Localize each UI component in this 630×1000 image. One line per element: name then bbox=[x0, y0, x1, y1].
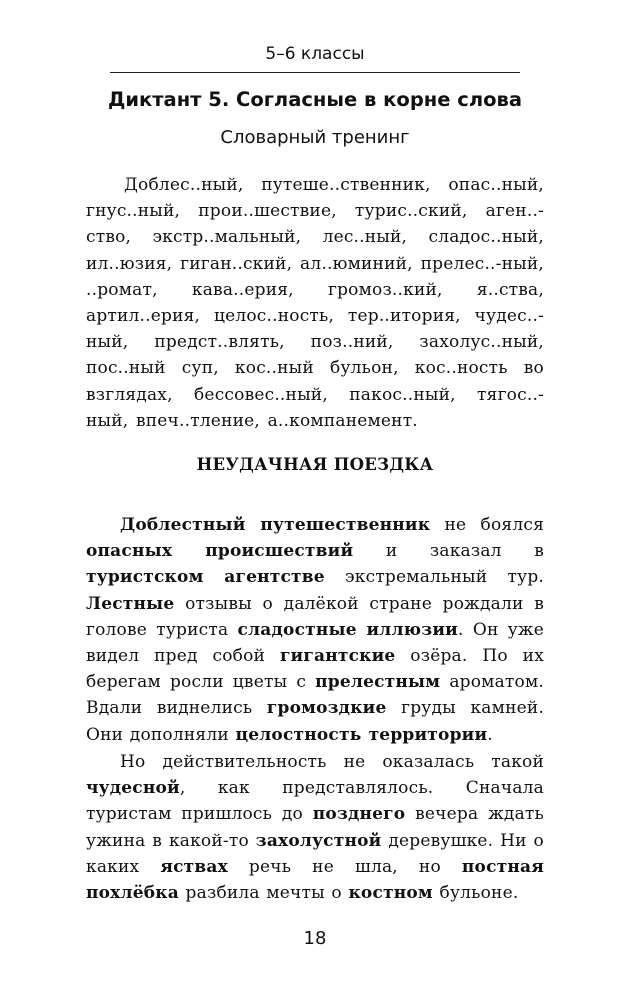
story-text-run: гигантские bbox=[279, 646, 396, 667]
story-text-run: туристском агентстве bbox=[86, 567, 325, 588]
story-text-run: Лестные bbox=[86, 593, 175, 614]
story-text-run: отзывы о далёкой стране рождали в голове туриста bbox=[86, 593, 544, 640]
story-text-run: опасных происшествий bbox=[86, 541, 354, 562]
vocabulary-paragraph: Доблес..ный, путеше..ственник, опас..ный, гнус..ный, прои..шествие, турис..ский, аген..-ство, экстр..мальный, лес..ный, сладос..ный, ил..юзия, гиган..ский, ал..юминий, прелес..-ный, ..ромат, кава..ерия, громоз..кий, я..ства, артил..ерия, целос..ность, тер..итория, чудес..-ный, предст..влять, поз..ний, захолус..ный, пос..ный суп, кос..ный бульон, кос..ность во взглядах, бессовес..ный, пакос..ный, тягос..-ный, впеч..тление, а..компанемент. bbox=[86, 175, 544, 431]
story-text-run: и заказал в bbox=[353, 541, 544, 562]
story-text-run: ароматом. Вдали виднелись bbox=[86, 672, 544, 719]
story-text-run: , как представлялось. Сначала туристам пришлось до bbox=[86, 778, 544, 825]
story-text-run: захолустной bbox=[255, 830, 382, 851]
story-text-run: . Он уже видел пред собой bbox=[86, 619, 545, 667]
story-text-run: громоздкие bbox=[266, 698, 387, 719]
story-text-run: прелестным bbox=[315, 672, 441, 693]
story-text-run: деревушке. Ни о каких bbox=[86, 830, 544, 877]
story-text-run: чудесной bbox=[86, 778, 180, 799]
story-text-run: бульоне. bbox=[432, 883, 519, 904]
story-text-run: не боялся bbox=[430, 515, 544, 535]
story-text-run: Доблестный путешественник bbox=[120, 515, 431, 535]
story-text-run: груды камней. Они дополняли bbox=[86, 698, 544, 745]
story-text-run: яствах bbox=[160, 856, 228, 877]
dictation-title: Диктант 5. Согласные в корне слова bbox=[107, 88, 522, 111]
running-header: 5–6 классы bbox=[265, 44, 365, 64]
dictation-subtitle: Словарный тренинг bbox=[220, 127, 410, 148]
story-text-run: вечера ждать ужина в какой-то bbox=[86, 804, 544, 851]
story-text-run: речь не шла, но bbox=[227, 856, 462, 877]
story-text-run: костном bbox=[348, 883, 433, 904]
story-paragraph-1 bbox=[86, 512, 544, 748]
story-title: НЕУДАЧНАЯ ПОЕЗДКА bbox=[196, 455, 434, 474]
story-text-run: целостность территории bbox=[235, 724, 488, 745]
page-number: 18 bbox=[303, 928, 327, 949]
story-text-run: позднего bbox=[312, 804, 406, 825]
story-text-run: Но действительность не оказалась такой bbox=[120, 752, 544, 772]
story-text-run: сладостные иллюзии bbox=[237, 619, 458, 640]
story-text-run: озёра. По их берегам росли цветы с bbox=[86, 646, 545, 693]
header-divider bbox=[110, 72, 520, 73]
story-text-run: постная похлёбка bbox=[86, 856, 544, 904]
story-text-run: экстремальный тур. bbox=[324, 567, 545, 588]
story-paragraph-2 bbox=[86, 749, 544, 906]
story-text-run: разбила мечты о bbox=[178, 883, 349, 904]
story-text-run: . bbox=[487, 724, 493, 745]
